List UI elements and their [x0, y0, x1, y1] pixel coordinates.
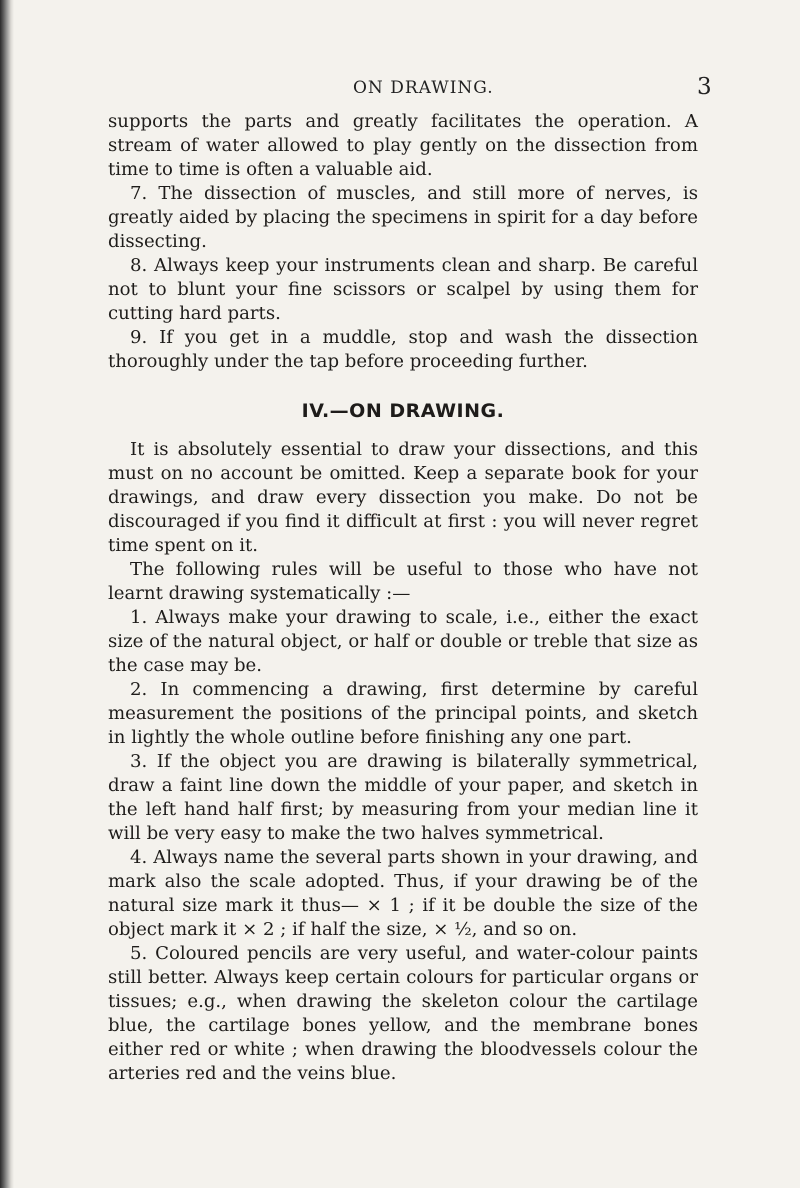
paragraph-drawing-rule-5: 5. Coloured pencils are very useful, and water-colour paints still better. Always keep certain colours for particular organs or tissues; e.g., when drawing the skeleton colour the cartilage blue, the cartilage bones yellow, and the membrane bones either red or white ; when drawing the bloodvessels colour the arteries red and the veins blue. — [108, 943, 698, 1084]
binding-edge — [0, 0, 14, 1188]
paragraph-intro: It is absolutely essential to draw your dissections, and this must on no account be omitted. Keep a separate book for your drawings, and draw every dissection you make. Do not be discouraged if you find it difficult at first : you will never regret time spent on it. — [108, 439, 698, 556]
paragraph-continued: supports the parts and greatly facilitates the operation. A stream of water allowed to play gently on the dissection from time to time is often a valuable aid. — [108, 111, 698, 180]
paragraph-drawing-rule-4: 4. Always name the several parts shown in your drawing, and mark also the scale adopted. Thus, if your drawing be of the natural size mark it thus— × 1 ; if it be double the size of the object mark it × 2 ; if half the size, × ½, and so on. — [108, 847, 698, 940]
running-head: ON DRAWING. — [353, 78, 494, 98]
page-body — [108, 110, 698, 1086]
paragraph-rule-9: 9. If you get in a muddle, stop and wash the dissection thoroughly under the tap before proceeding further. — [108, 327, 698, 372]
page-number: 3 — [697, 74, 712, 100]
paragraph-rule-7: 7. The dissection of muscles, and still more of nerves, is greatly aided by placing the specimens in spirit for a day before dissecting. — [108, 183, 698, 252]
section-heading: IV.—ON DRAWING. — [301, 400, 505, 422]
paragraph-drawing-rule-1: 1. Always make your drawing to scale, i.e., either the exact size of the natural object, or half or double or treble that size as the case may be. — [108, 607, 698, 676]
paragraph-rules-lead: The following rules will be useful to those who have not learnt drawing systematically :— — [108, 559, 698, 604]
paragraph-drawing-rule-3: 3. If the object you are drawing is bilaterally symmetrical, draw a faint line down the middle of your paper, and sketch in the left hand half first; by measuring from your median line it will be very easy to make the two halves symmetrical. — [108, 751, 698, 844]
paragraph-drawing-rule-2: 2. In commencing a drawing, first determine by careful measurement the positions of the principal points, and sketch in lightly the whole outline before finishing any one part. — [108, 679, 698, 748]
paragraph-rule-8: 8. Always keep your instruments clean and sharp. Be careful not to blunt your fine scissors or scalpel by using them for cutting hard parts. — [108, 255, 698, 324]
